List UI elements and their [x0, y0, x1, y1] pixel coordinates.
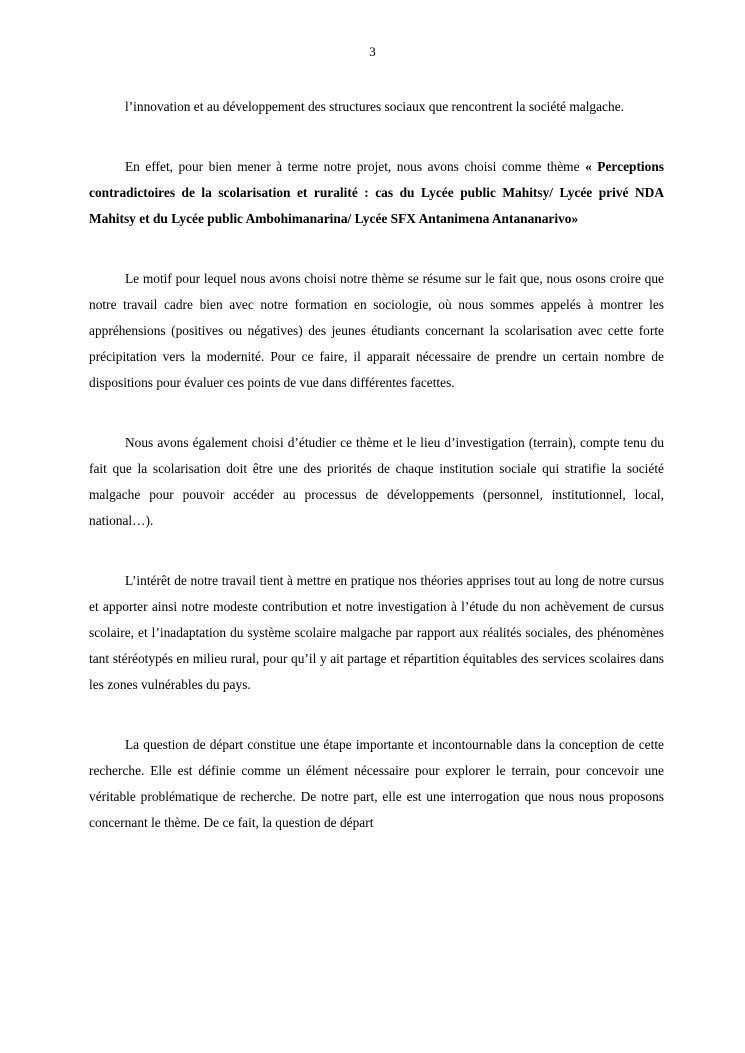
- paragraph-interest: L’intérêt de notre travail tient à mettre en pratique nos théories apprises tout au long de notre cursus et apporter ainsi notre modeste contribution et notre investigation à l’étude du non achèvement de cursus scolaire, et l’inadaptation du système scolaire malgache par rapport aux réalités sociales, des phénomènes tant stéréotypés en milieu rural, pour qu’il y ait partage et répartition équitables des services scolaires dans les zones vulnérables du pays.: [89, 573, 664, 692]
- paragraph-starting-question: La question de départ constitue une étape importante et incontournable dans la conception de cette recherche. Elle est définie comme un élément nécessaire pour explorer le terrain, pour concevoir une véritable problématique de recherche. De notre part, elle est une interrogation que nous nous proposons concernant le thème. De ce fait, la question de départ: [89, 737, 664, 830]
- theme-lead-text: En effet, pour bien mener à terme notre projet, nous avons choisi comme thème: [125, 159, 586, 174]
- document-body: [89, 94, 664, 836]
- paragraph-continuation: l’innovation et au développement des structures sociaux que rencontrent la société malgache.: [125, 99, 624, 114]
- paragraph-investigation: Nous avons également choisi d’étudier ce thème et le lieu d’investigation (terrain), compte tenu du fait que la scolarisation doit être une des priorités de chaque institution sociale qui stratifie la société malgache pour pouvoir accéder au processus de développements (personnel, institutionnel, local, national…).: [89, 435, 664, 528]
- page-number: 3: [369, 44, 376, 59]
- paragraph-theme: [89, 154, 664, 232]
- paragraph-motive: Le motif pour lequel nous avons choisi notre thème se résume sur le fait que, nous osons croire que notre travail cadre bien avec notre formation en sociologie, où nous sommes appelés à montrer les appréhensions (positives ou négatives) des jeunes étudiants concernant la scolarisation avec cette forte précipitation vers la modernité. Pour ce faire, il apparait nécessaire de prendre un certain nombre de dispositions pour évaluer ces points de vue dans différentes facettes.: [89, 271, 664, 390]
- theme-title: « Perceptions contradictoires de la scolarisation et ruralité : cas du Lycée public Mahitsy/ Lycée privé NDA Mahitsy et du Lycée public Ambohimanarina/ Lycée SFX Antanimena Antananarivo»: [89, 159, 664, 226]
